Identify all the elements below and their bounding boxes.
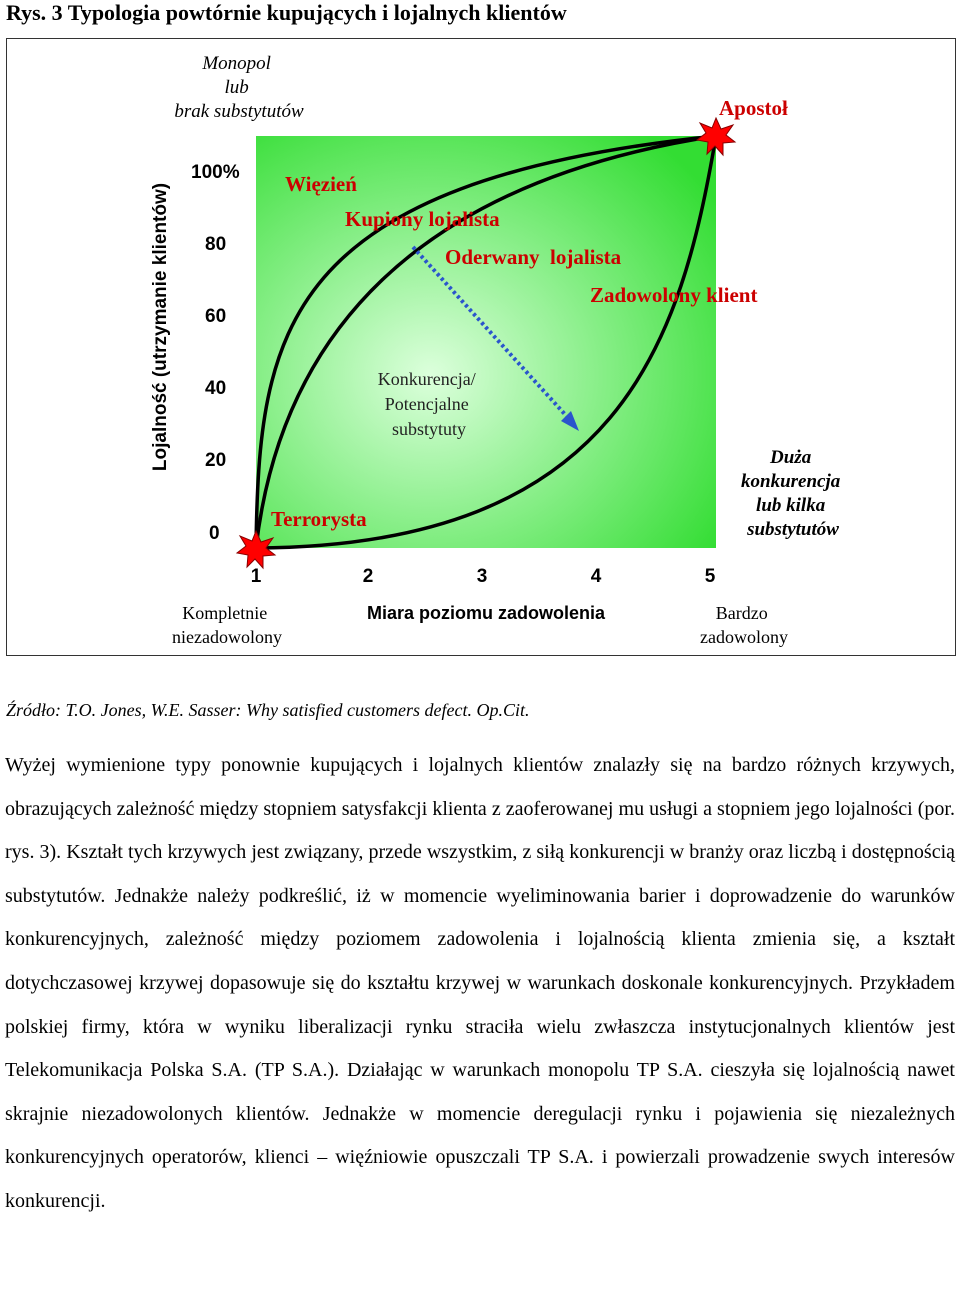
x-left-note [172,603,282,647]
y-tick: 100% [191,162,240,183]
right-note-line-4: substytutów [747,519,839,540]
right-note-line-2: konkurencja [741,471,841,492]
loyalty-figure [6,38,956,656]
center-note [378,369,480,439]
right-note-line-1: Duża [770,447,812,468]
y-tick: 60 [205,306,227,327]
y-tick: 0 [209,523,220,544]
x-tick: 5 [704,566,716,587]
y-tick: 40 [205,378,227,399]
label-terrorysta: Terrorysta [271,507,367,531]
x-tick: 4 [590,566,602,587]
center-note-line-1: Konkurencja/ [377,369,476,389]
label-wiezien: Więzień [285,172,357,196]
label-zadowolony: Zadowolony klient [590,283,758,307]
right-note-line-3: lub kilka [756,495,826,516]
y-tick: 80 [205,234,227,255]
x-axis-label: Miara poziomu zadowolenia [366,603,606,623]
x-right-note [700,603,788,647]
body-paragraph: Wyżej wymienione typy ponownie kupujących i lojalnych klientów znalazły się na bardzo różnych krzywych, obrazujących zależność między stopniem satysfakcji klienta z zaoferowanej mu usługi a stopniem jego lojalności (por. rys. 3). Kształt tych krzywych jest związany, przede wszystkim, z siłą konkurencji w branży oraz liczbą i dostępnością substytutów. Jednakże należy podkreślić, iż w momencie wyeliminowania barier i doprowadzenie do warunków konkurencyjnych, zależność między poziomem zadowolenia i lojalnością klienta zmienia się, a kształt dotychczasowej krzywej dopasowuje się do kształtu krzywej w warunkach doskonale konkurencyjnych. Przykładem polskiej firmy, która w wyniku liberalizacji rynku straciła wielu zwłaszcza instytucjonalnych klientów jest Telekomunikacja Polska S.A. (TP S.A.). Działając w warunkach monopolu TP S.A. cieszyła się lojalnością nawet skrajnie niezadowolonych klientów. Jednakże w momencie deregulacji rynku i pojawienia się niezależnych konkurencyjnych operatorów, klienci – więźniowie opuszczali TP S.A. i powierzali prowadzenie swych interesów konkurencji. [5,754,955,1212]
figure-source: Źródło: T.O. Jones, W.E. Sasser: Why satisfied customers defect. Op.Cit. [6,700,530,720]
right-note [741,447,845,540]
center-note-line-3: substytuty [391,419,467,439]
x-left-line-1: Kompletnie [182,603,268,623]
monopol-line-3: brak substytutów [174,101,304,122]
plot-area [256,136,716,548]
x-left-line-2: niezadowolony [172,627,282,647]
figure-title: Rys. 3 Typologia powtórnie kupujących i lojalnych klientów [6,0,567,25]
center-note-line-2: Potencjalne [384,394,469,414]
label-kupiony: Kupiony lojalista [345,207,500,231]
monopol-note [174,53,304,122]
y-axis-label: Lojalność (utrzymanie klientów) [150,182,171,472]
monopol-line-1: Monopol [202,53,271,74]
x-tick: 3 [476,566,488,587]
x-tick: 2 [362,566,374,587]
y-tick: 20 [205,450,227,471]
monopol-line-2: lub [224,77,249,98]
x-tick: 1 [250,566,262,587]
label-apostol: Apostoł [719,96,788,120]
label-oderwany: Oderwany lojalista [445,245,622,269]
x-right-line-1: Bardzo [715,603,768,623]
loyalty-diagram [1,1,960,701]
x-right-line-2: zadowolony [700,627,788,647]
